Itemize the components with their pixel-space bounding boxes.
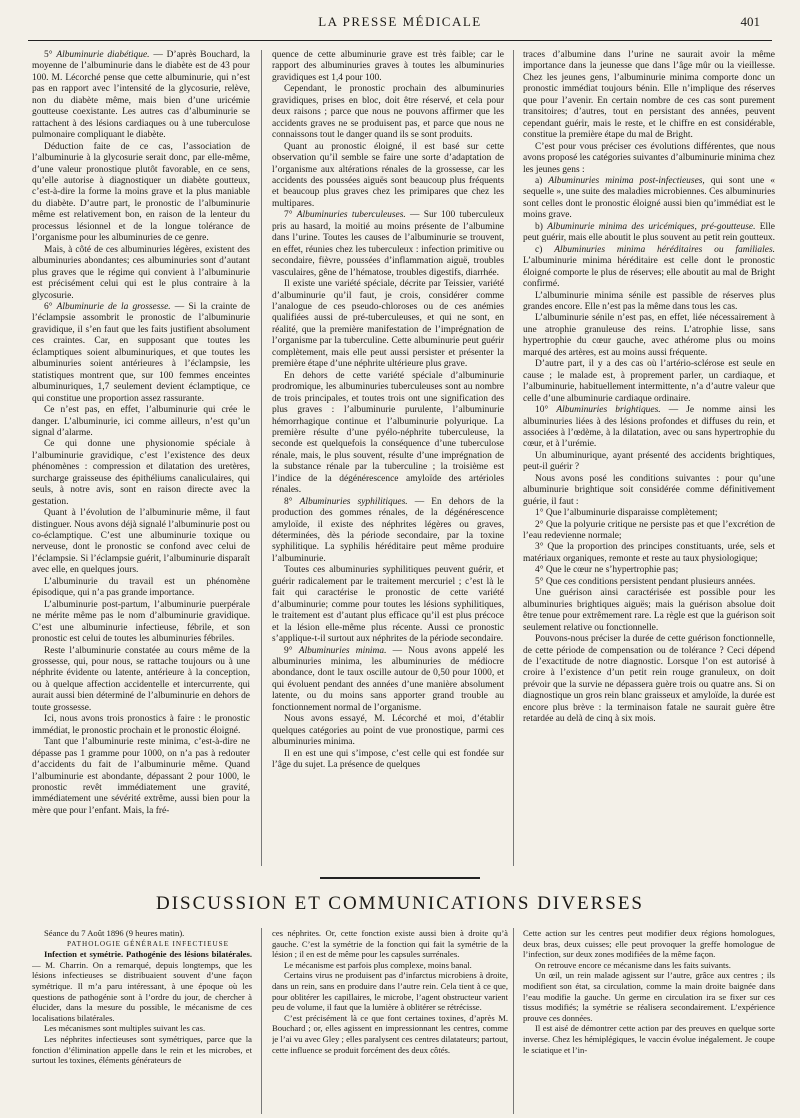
paragraph xyxy=(272,142,504,211)
paragraph-text: Nous avons posé les conditions suivantes : pour qu’une albuminurie brightique soit considérée comme définitivement guérie, il faut : xyxy=(523,473,775,507)
running-head xyxy=(0,14,800,38)
paragraph xyxy=(523,508,775,519)
paragraph-heading: Albuminuries minima post-infectieuses, xyxy=(548,175,705,186)
paragraph xyxy=(32,737,250,817)
paragraph-text: Ce qui donne une physionomie spéciale à l’albuminurie gravidique, c’est l’existence des deux phénomènes : compression et dilatation des uretères, surcharge graisseuse des épithéliums canaliculaires, qui seuls, à notre avis, sont en raison directe avec la gestation. xyxy=(32,439,250,507)
article-column-1 xyxy=(32,50,250,866)
paragraph-text: Mais, à côté de ces albuminuries légères, existent des albuminuries abondantes; ces albuminuries sont d’autant plus graves que le régime qui convient à l’albuminurie est précisément celui qui est le plus contraire à la glycosurie. xyxy=(32,244,250,301)
paragraph xyxy=(32,302,250,405)
paragraph-text: — Si la crainte de l’éclampsie assombrit le pronostic de l’albuminurie gravidique, il s’en faut que les faits justifient absolument ces craintes. Car, en supposant que toutes les éclamptiques soient albuminuriques, et que toutes les albuminuries soient antérieures à l’éclampsie, les statistiques montrent que, sur 100 femmes enceintes albuminuriques, 1,7 seulement devient éclamptique, ce qui constitue une proportion assez rassurante. xyxy=(32,301,250,404)
paragraph-text: Pouvons-nous préciser la durée de cette guérison fonctionnelle, de cette période de compensation ou de tolérance ? Ceci dépend de l’exactitude de notre diagnostic. Lorsque l’on est autorisé à croire à l’existence d’un petit rein rouge granuleux, on doit prévoir que la survie ne dépassera guère trois ou quatre ans. Si on diagnostique un gros rein blanc graisseux et amyloïde, la durée est encore plus brève : la terminaison fatale ne saurait guère être retardée au delà de cinq à six mois. xyxy=(523,634,775,725)
paragraph xyxy=(32,142,250,245)
paragraph-text: Reste l’albuminurie constatée au cours même de la grossesse, qui, pour nous, se rattache toujours ou à une néphrite évidente ou latente, antérieure à la conception, ou à quelque affection accidentelle et intercurrente, qui aurait aussi bien déterminé de l’albuminurie en dehors de toute grossesse. xyxy=(32,645,250,713)
communication-lead xyxy=(32,949,252,1023)
paragraph xyxy=(272,646,504,715)
article-column-2 xyxy=(272,50,504,866)
paragraph-number: 7° xyxy=(284,210,297,221)
paragraph: C’est précisément là ce que font certaines toxines, d’après M. Bouchard ; or, elles agissent en impressionnant les centres, comme je l’ai vu avec Gley ; elles paralysent ces centres dilatateurs; partout, cette influence se produit forcément des deux côtés. xyxy=(272,1012,508,1055)
paragraph: Les mécanismes sont multiples suivant les cas. xyxy=(44,1023,206,1034)
paragraph-text: 1° Que l’albuminurie disparaisse complètement; xyxy=(535,508,718,519)
paragraph xyxy=(523,451,775,474)
section-rule xyxy=(320,877,480,879)
paragraph-text: 5° Que ces conditions persistent pendant plusieurs années. xyxy=(535,576,756,587)
paragraph xyxy=(32,714,250,737)
paragraph xyxy=(523,291,775,314)
paragraph-text: — En dehors de la production des gommes rénales, de la dégénérescence amyloïde, il existe des néphrites légères ou graves, déterminées, dès la période secondaire, par la toxine syphilitique. La syphilis héréditaire peut même produire l’albuminurie. xyxy=(272,496,504,564)
paragraph-text: Une guérison ainsi caractérisée est possible pour les albuminuries brightiques aiguës; mais la guérison absolue doit être tenue pour extrêmement rare. La règle est que la guérison soit seulement relative ou fonctionnelle. xyxy=(523,588,775,633)
paragraph-text: L’albuminurie post-partum, l’albuminurie puerpérale ne mérite même pas le nom d’albuminurie gravidique. C’est une albuminurie infectieuse, fébrile, et son pronostic est celui de toutes les albuminuries fébriles. xyxy=(32,599,250,645)
paragraph xyxy=(272,714,504,748)
paragraph xyxy=(32,577,250,600)
paragraph: Certains virus ne produisent pas d’infarctus microbiens à droite, dans un rein, sans en produire dans l’autre rein. Cela tient à ce que, pour oblitérer les capillaires, le microbe, l’agent obstructeur varient peu de volume, il faut que la lumière à oblitérer se rétrécisse. xyxy=(272,970,508,1013)
paragraph-text: L’albuminurie du travail est un phénomène épisodique, qui n’a pas grande importance. xyxy=(32,576,250,599)
paragraph-text: quence de cette albuminurie grave est très faible; car le rapport des albuminuries graves à toutes les albuminuries gravidiques est 1,4 pour 100. xyxy=(272,50,504,83)
paragraph xyxy=(523,176,775,222)
discussion-column-2 xyxy=(272,928,508,1114)
paragraph: Les néphrites infectieuses sont symétriques, parce que la fonction d’élimination appelle dans le rein et les microbes, et surtout les toxines, éléments générateurs de xyxy=(32,1033,252,1066)
paragraph xyxy=(523,359,775,405)
paragraph-number: c) xyxy=(535,244,555,255)
paragraph xyxy=(523,577,775,588)
paragraph-text: — D’après Bouchard, la moyenne de l’albuminurie dans le diabète est de 43 pour 100. M. Lécorché pense que cette albuminurie, qui n’est pas en rapport avec l’intensité de la glycosurie, relève, non du diabète même, mais bien d’une uricémie goutteuse coexistante. Les autres cas d’albuminurie se rattachent à des lésions cardiaques ou à une tuberculose pulmonaire compliquant le diabète. xyxy=(32,50,250,141)
paragraph xyxy=(272,84,504,141)
paragraph-text: Ce n’est pas, en effet, l’albuminurie qui crée le danger. L’albuminurie, ici comme ailleurs, n’est qu’un signal d’alarme. xyxy=(32,405,250,438)
paragraph-text: — Sur 100 tuberculeux pris au hasard, la moitié au moins présente de l’albumine dans l’urine. Toutes les causes de l’albuminurie se trouvent, en effet, réunies chez les tuberculeux : infection primitive ou secondaire, fièvre, poussées d’inflammation aiguë, troubles vasculaires, gêne de l’hématose, troubles digestifs, diarrhée. xyxy=(272,210,504,278)
paragraph-heading: Albuminurie minima des uricémiques, pré-goutteuse. xyxy=(547,221,756,232)
paragraph-text: Déduction faite de ce cas, l’association de l’albuminurie à la glycosurie serait donc, par elle-même, d’une valeur pronostique plutôt favorable, en ce sens, qu’elle autorise à diagnostiquer un diabète goutteux, c’est-à-dire la forme la moins grave et la plus maniable du diabète. D’autre part, le pronostic de l’albuminurie même est relativement bon, en raison de la lenteur du processus lésionnel et de la longue tolérance de l’organisme pour les albuminuries de ce genre. xyxy=(32,141,250,244)
paragraph xyxy=(32,405,250,439)
journal-title: LA PRESSE MÉDICALE xyxy=(318,14,482,29)
paragraph-text: Toutes ces albuminuries syphilitiques peuvent guérir, et guérir radicalement par le traitement mercuriel ; c’est là le fait qui caractérise le pronostic de cette variété d’albuminurie; comme pour toutes les lésions syphilitiques, le traitement est d’autant plus efficace qu’il est plus précoce et la lésion elle-même plus récente. Aussi ce pronostic s’applique-t-il surtout aux néphrites de la période secondaire. xyxy=(272,565,504,645)
paragraph-text: 2° Que la polyurie critique ne persiste pas et que l’excrétion de l’eau redevienne normale; xyxy=(523,519,775,542)
paragraph-text: Il existe une variété spéciale, décrite par Teissier, variété d’albuminurie qu’il faut, je crois, considérer comme l’analogue de ces pseudo-chloroses ou de ces anémies qualifiées aussi de pré-tuberculeuses, et qui ne sont, en réalité, que la première manifestation de l’imprégnation de l’organisme par la tuberculine. Cette albuminurie peut guérir complètement, mais elle peut aussi persister et présenter la première étape d’une néphrite ultérieure plus grave. xyxy=(272,279,504,370)
paragraph-text: 3° Que la proportion des principes constituants, urée, sels et matériaux organiques, remonte et reste au taux physiologique; xyxy=(523,542,775,564)
paragraph xyxy=(523,474,775,508)
paragraph xyxy=(32,508,250,577)
paragraph-heading: Albuminuries minima. xyxy=(298,645,387,656)
paragraph xyxy=(272,371,504,497)
rubric-heading: PATHOLOGIE GÉNÉRALE INFECTIEUSE xyxy=(66,939,230,948)
paragraph-text: qui sont une « sequelle », une suite des maladies microbiennes. Ces albuminuries sont celles dont le pronostic éloigné aussi bien qu’immédiat est le moins grave. xyxy=(523,175,775,221)
paragraph: Le mécanisme est parfois plus complexe, moins banal. xyxy=(284,959,472,970)
paragraph xyxy=(272,749,504,772)
discussion-column-1 xyxy=(32,928,252,1114)
paragraph xyxy=(523,634,775,726)
section-title: DISCUSSION ET COMMUNICATIONS DIVERSES xyxy=(155,893,644,914)
paragraph-heading: Albuminurie de la grossesse. xyxy=(56,301,171,312)
paragraph-text: 4° Que le cœur ne s’hypertrophie pas; xyxy=(535,565,679,576)
paragraph: On retrouve encore ce mécanisme dans les faits suivants. xyxy=(535,959,731,970)
paragraph xyxy=(32,439,250,508)
paragraph-heading: Albuminuries tuberculeuses. xyxy=(296,210,406,221)
paragraph xyxy=(523,520,775,543)
paragraph-text: Cependant, le pronostic prochain des albuminuries gravidiques, prises en bloc, doit être réservé, et cela pour deux raisons ; parce que nous ne pouvons affirmer que les accidents graves ne se produisent pas, et parce que nous ne connaissons tout le danger quand ils se sont produits. xyxy=(272,84,504,141)
paragraph-text: En dehors de cette variété spéciale d’albuminurie prodromique, les albuminuries tuberculeuses sont au nombre de trois principales, et toutes trois ont une signification des plus graves : l’albuminurie purulente, l’albuminurie hémorrhagique continue et l’albuminurie polyurique. La première résulte d’une pyélo-néphrite tuberculeuse, la seconde est quelquefois la conséquence d’une tuberculose rénale, mais, le plus souvent, résulte d’une imprégnation de la substance rénale par la tuberculine ; la troisième est l’indice de la dégénérescence amyloïde des artérioles rénales. xyxy=(272,370,504,496)
paragraph xyxy=(272,210,504,279)
paragraph-number: 10° xyxy=(535,405,557,416)
paragraph-text: Quant au pronostic éloigné, il est basé sur cette observation qu’il semble se faire une sorte d’adaptation de l’organisme aux altérations rénales de la grossesse, car les accidents des poussées aiguës sont beaucoup plus fréquents et beaucoup plus graves chez les primipares que chez les multipares. xyxy=(272,141,504,209)
paragraph-text: traces d’albumine dans l’urine ne saurait avoir la même importance dans la jeunesse que dans l’âge mûr ou la vieillesse. Chez les jeunes gens, l’albuminurie minima comporte donc un pronostic immédiat toujours bénin. Elle n’implique des réserves que pour l’avenir. En certain nombre de ces cas sont purement transitoires; d’autres, tout en persistant des années, peuvent cependant guérir, mais le reste, et le chiffre en est considérable, constitue la première étape du mal de Bright. xyxy=(523,50,775,141)
paragraph xyxy=(523,588,775,634)
paragraph-text: Il en est une qui s’impose, c’est celle qui est fondée sur l’âge du sujet. La présence de quelques xyxy=(272,748,504,771)
paragraph xyxy=(32,646,250,715)
paragraph: Un œil, un rein malade agissent sur l’autre, grâce aux centres ; ils modifient son état, sa circulation, comme la main droite baignée dans l’eau modifie la gauche. Un germe en circulation ira se fixer sur ces tissus modifiés; la symétrie se réalisera secondairement. L’expérience prouve ces données. xyxy=(523,970,775,1023)
paragraph-text: Un albuminurique, ayant présenté des accidents brightiques, peut-il guérir ? xyxy=(523,450,775,473)
paragraph-number: a) xyxy=(535,175,549,186)
communication-text: — M. Charrin. On a remarqué, depuis longtemps, que les lésions infectieuses se distribuaient souvent d’une façon symétrique. Il m’a paru intéressant, à une époque où les questions de pathogénie sont à l’ordre du jour, de chercher à élucider, dans la mesure du possible, le mécanisme de ces localisations bilatérales. xyxy=(32,959,252,1023)
paragraph-text: Tant que l’albuminurie reste minima, c’est-à-dire ne dépasse pas 1 gramme pour 1000, on n’a pas à redouter d’accidents du fait de l’albuminurie même. Quand l’albuminurie est abondante, dépassant 2 pour 1000, le pronostic revêt immédiatement une gravité, immédiatement une sévérité extrême, aussi bien pour la mère que pour l’enfant. Mais, la fré- xyxy=(32,737,250,816)
column-divider xyxy=(261,928,262,1114)
paragraph-text: L’albuminurie minima héréditaire est celle dont le pronostic éloigné comporte le plus de réserves; elle aboutit au mal de Bright confirmé. xyxy=(523,256,775,290)
seance-date: Séance du 7 Août 1896 (9 heures matin). xyxy=(44,928,185,938)
paragraph xyxy=(272,565,504,645)
paragraph-text: Quant à l’évolution de l’albuminurie même, il faut distinguer. Nous avons déjà signalé l’albuminurie post ou co-éclamptique. C’est une albuminurie toxique ou nerveuse, dont le pronostic se confond avec celui de l’éclampsie. Si l’éclampsie guérit, l’albuminurie disparaît avec elle, en quelques jours. xyxy=(32,508,250,576)
paragraph-number: 8° xyxy=(284,496,300,507)
paragraph xyxy=(32,600,250,646)
paragraph-heading: Albuminurie diabétique. xyxy=(56,50,150,60)
paragraph: ces néphrites. Or, cette fonction existe aussi bien à droite qu’à gauche. C’est la symétrie de la fonction qui fait la symétrie de la lésion ; il en est de même pour les capsules surrénales. xyxy=(272,928,508,960)
column-divider xyxy=(261,50,262,866)
discussion-column-3 xyxy=(523,928,775,1114)
paragraph xyxy=(523,542,775,565)
paragraph-text: — Nous avons appelé les albuminuries minima, les albuminuries de médiocre abondance, dont le taux oscille autour de 0,50 pour 1000, et qui évoluent pendant des années d’une manière absolument latente, ou du moins sans apporter grand trouble au fonctionnement normal de l’organisme. xyxy=(272,645,504,713)
paragraph-text: Elle peut guérir, mais elle aboutit le plus souvent au petit rein goutteux. xyxy=(523,221,775,244)
paragraph-text: Ici, nous avons trois pronostics à faire : le pronostic immédiat, le pronostic prochain et le pronostic éloigné. xyxy=(32,714,250,736)
paragraph-text: Nous avons essayé, M. Lécorché et moi, d’établir quelques catégories au point de vue pronostique, parmi ces albuminuries minima. xyxy=(272,714,504,748)
paragraph-number: 6° xyxy=(44,301,57,312)
paragraph xyxy=(32,50,250,142)
paragraph-heading: Albuminuries brightiques. xyxy=(556,405,661,416)
paragraph: Cette action sur les centres peut modifier deux régions homologues, deux bras, deux cuisses; elle peut provoquer la greffe homologue de l’infection, sur deux zones modifiées de la même façon. xyxy=(523,928,775,960)
paragraph-text: — Je nomme ainsi les albuminuries liées à des lésions profondes et diffuses du rein, et associées à l’œdème, à la dilatation, avec ou sans hypertrophie du cœur, et à l’urémie. xyxy=(523,405,775,450)
page-number: 401 xyxy=(740,14,760,29)
paragraph-text: L’albuminurie minima sénile est passible de réserves plus grandes encore. Elle n’est pas la même dans tous les cas. xyxy=(523,290,775,312)
paragraph xyxy=(272,50,504,84)
paragraph-text: D’autre part, il y a des cas où l’artério-sclérose est seule en cause ; le malade est, à proprement parler, un cardiaque, et l’albuminurie, habituellement intermittente, n’a d’autre valeur que celle d’une albuminurie cardiaque ordinaire. xyxy=(523,359,775,404)
paragraph-number: 9° xyxy=(284,645,299,656)
paragraph-text: C’est pour vous préciser ces évolutions différentes, que nous avons proposé les catégories suivantes d’albuminurie minima chez les jeunes gens : xyxy=(523,141,775,175)
paragraph xyxy=(523,222,775,245)
paragraph xyxy=(523,405,775,451)
paragraph-number: 5° xyxy=(44,50,57,60)
article-column-3 xyxy=(523,50,775,866)
paragraph xyxy=(523,50,775,142)
paragraph xyxy=(523,142,775,176)
column-divider xyxy=(513,50,514,866)
paragraph: Il est aisé de démontrer cette action par des preuves en quelque sorte inverse. Chez les hémiplégiques, le vaccin évolue inégalement. Je coupe le sciatique et l’in- xyxy=(523,1023,775,1055)
header-rule xyxy=(28,40,772,41)
paragraph-text: L’albuminurie sénile n’est pas, en effet, liée nécessairement à une atrophie granuleuse des reins. L’atrophie lisse, sans hypertrophie du cœur gauche, avec athérome plus ou moins marqué des artères, est au moins aussi fréquente. xyxy=(523,313,775,358)
paragraph xyxy=(523,565,775,576)
paragraph xyxy=(523,245,775,291)
paragraph-heading: Albuminuries syphilitiques. xyxy=(299,496,408,507)
paragraph xyxy=(272,497,504,566)
communication-title: Infection et symétrie. Pathogénie des lésions bilatérales. xyxy=(44,949,252,960)
paragraph xyxy=(32,245,250,302)
paragraph xyxy=(272,279,504,371)
paragraph-number: b) xyxy=(535,221,548,232)
column-divider xyxy=(513,928,514,1114)
paragraph xyxy=(523,313,775,359)
paragraph-heading: Albuminuries minima héréditaires ou familiales. xyxy=(554,244,775,255)
